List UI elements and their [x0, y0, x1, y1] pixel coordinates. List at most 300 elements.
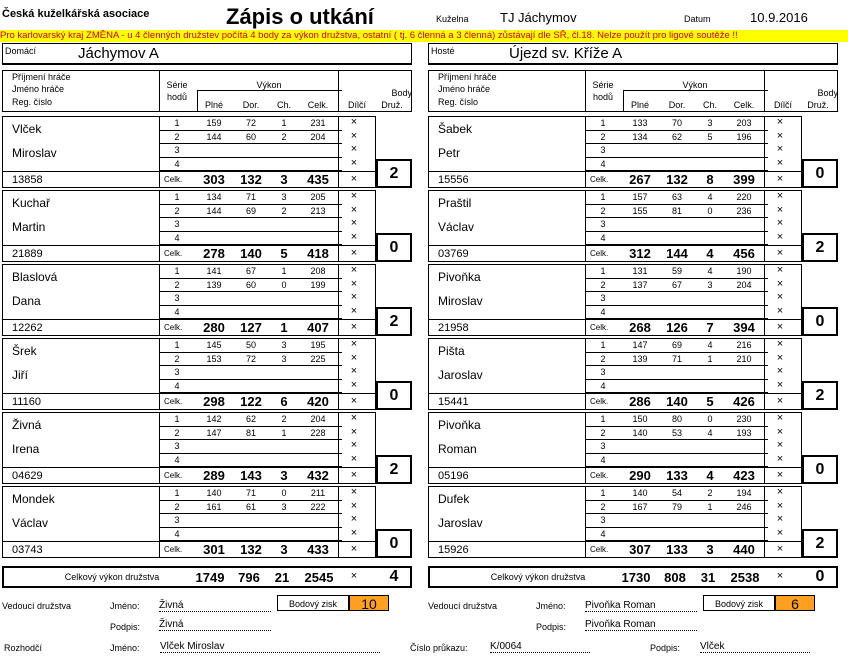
away-player-surname: Pivoňka — [438, 270, 481, 284]
away-total-val: 4 — [706, 246, 714, 261]
home-total-val: 280 — [203, 320, 225, 335]
home-serie-num: 1 — [174, 266, 180, 276]
home-team-total-points: 4 — [389, 568, 399, 585]
home-serie-num: 1 — [174, 192, 180, 202]
home-total-val: 301 — [203, 542, 225, 557]
home-podpis-label: Podpis: — [110, 622, 141, 632]
away-dilci-x: × — [776, 277, 784, 290]
away-player-surname: Pišta — [438, 344, 465, 358]
grid-line — [2, 393, 376, 394]
away-team-total-label: Celkový výkon družstva — [490, 572, 586, 582]
away-col-player-1: Příjmení hráče — [438, 72, 497, 82]
home-serie-val: 1 — [281, 118, 287, 128]
away-vedouci-jmeno: Pivoňka Roman — [585, 600, 697, 612]
home-serie-val: 69 — [245, 205, 256, 216]
grid-line — [428, 319, 802, 320]
home-col-ch: Ch. — [276, 100, 291, 110]
away-player-reg: 05196 — [438, 470, 469, 482]
grid-line — [338, 116, 339, 188]
home-serie-val: 204 — [310, 414, 326, 424]
home-player-points: 2 — [376, 159, 412, 188]
grid-line — [764, 116, 765, 188]
home-serie-num: 3 — [174, 515, 180, 525]
away-total-val: 426 — [733, 394, 755, 409]
home-dilci-x: × — [350, 469, 358, 481]
home-dilci-x: × — [350, 129, 358, 142]
home-col-body: Body — [391, 88, 412, 98]
away-total-val: 132 — [666, 172, 688, 187]
away-dilci-x: × — [776, 173, 784, 185]
home-serie-val: 195 — [310, 340, 326, 350]
away-dilci-x: × — [776, 526, 784, 539]
home-celk-label: Celk. — [164, 545, 183, 554]
away-col-ch: Ch. — [702, 100, 717, 110]
away-serie-num: 4 — [600, 306, 606, 317]
home-player-firstname: Václav — [12, 516, 49, 530]
home-dilci-x: × — [350, 190, 358, 202]
home-zisk-value: 10 — [349, 595, 389, 611]
home-dilci-x: × — [350, 543, 358, 555]
home-serie-num: 2 — [174, 205, 180, 216]
home-col-plne: Plné — [204, 100, 223, 110]
away-serie-num: 3 — [600, 293, 606, 303]
home-player-surname: Blaslová — [12, 270, 58, 284]
away-jmeno-label: Jméno: — [536, 601, 566, 611]
home-col-player-2: Jméno hráče — [12, 84, 65, 94]
away-player-points: 0 — [802, 307, 838, 336]
away-serie-val: 131 — [632, 266, 648, 276]
home-jmeno-label: Jméno: — [110, 601, 140, 611]
grid-line — [585, 338, 586, 410]
away-serie-num: 3 — [600, 145, 606, 155]
home-player-reg: 12262 — [12, 322, 43, 334]
home-total-val: 5 — [280, 246, 288, 261]
home-total-val: 289 — [203, 468, 225, 483]
home-serie-val: 81 — [245, 427, 256, 438]
home-serie-val: 134 — [206, 192, 222, 202]
home-dilci-x: × — [350, 156, 358, 169]
away-dilci-x: × — [776, 304, 784, 317]
away-serie-val: 210 — [736, 353, 752, 364]
away-serie-val: 4 — [707, 266, 713, 276]
home-serie-val: 1 — [281, 427, 287, 438]
away-dilci-x: × — [776, 247, 784, 259]
home-serie-num: 4 — [174, 454, 180, 465]
grid-line — [428, 541, 802, 542]
away-serie-val: 167 — [632, 501, 648, 512]
home-vedouci-jmeno: Živná — [159, 600, 271, 612]
away-celk-label: Celk. — [590, 471, 609, 480]
home-serie-val: 3 — [281, 501, 287, 512]
away-dilci-x: × — [776, 351, 784, 364]
home-serie-num: 4 — [174, 528, 180, 539]
away-player-firstname: Miroslav — [438, 294, 483, 308]
home-serie-val: 213 — [310, 205, 326, 216]
grid-line — [159, 190, 160, 262]
away-serie-num: 4 — [600, 380, 606, 391]
away-serie-num: 2 — [600, 427, 606, 438]
away-player-reg: 15441 — [438, 396, 469, 408]
home-serie-val: 72 — [245, 118, 256, 128]
home-dilci-x: × — [350, 570, 358, 582]
away-serie-val: 196 — [736, 131, 752, 142]
away-player-reg: 21958 — [438, 322, 469, 334]
home-col-dor: Dor. — [242, 100, 260, 110]
home-player-reg: 04629 — [12, 470, 43, 482]
away-total-val: 4 — [706, 468, 714, 483]
away-serie-val: 70 — [671, 118, 682, 128]
home-total-val: 298 — [203, 394, 225, 409]
home-dilci-x: × — [350, 291, 358, 303]
datum-value: 10.9.2016 — [750, 10, 808, 25]
home-player-surname: Kuchař — [12, 196, 51, 210]
away-total-val: 268 — [629, 320, 651, 335]
home-total-val: 3 — [280, 172, 288, 187]
home-total-val: 127 — [240, 320, 262, 335]
home-player-points: 2 — [376, 307, 412, 336]
home-player-points: 0 — [376, 529, 412, 558]
away-col-druz: Druž. — [807, 100, 829, 110]
away-total-val: 312 — [629, 246, 651, 261]
away-podpis-label: Podpis: — [536, 622, 567, 632]
away-col-plne: Plné — [630, 100, 649, 110]
away-dilci-x: × — [776, 365, 784, 377]
home-serie-num: 1 — [174, 340, 180, 350]
away-col-serie-1: Série — [592, 80, 614, 90]
referee-podpis-label: Podpis: — [650, 643, 681, 653]
page-title: Zápis o utkání — [226, 4, 374, 29]
away-team-bar — [428, 43, 838, 65]
home-dilci-x: × — [350, 395, 358, 407]
home-serie-num: 1 — [174, 414, 180, 424]
away-team-total-val: 1730 — [621, 570, 651, 585]
home-serie-num: 3 — [174, 145, 180, 155]
away-header-box — [428, 70, 838, 112]
home-player-firstname: Jiří — [12, 368, 28, 382]
away-col-player-3: Reg. číslo — [438, 97, 479, 107]
home-team-total-val: 21 — [274, 570, 290, 585]
home-serie-num: 4 — [174, 306, 180, 317]
away-celk-label: Celk. — [590, 175, 609, 184]
home-serie-num: 2 — [174, 279, 180, 290]
away-serie-val: 71 — [671, 353, 682, 364]
away-total-val: 423 — [733, 468, 755, 483]
grid-line — [764, 486, 765, 558]
grid-line — [159, 412, 160, 484]
grid-line — [159, 338, 160, 410]
grid-line — [764, 264, 765, 336]
referee-jmeno-label: Jméno: — [110, 643, 140, 653]
home-team-bar — [2, 43, 412, 65]
away-dilci-x: × — [776, 513, 784, 525]
away-col-player-2: Jméno hráče — [438, 84, 491, 94]
grid-line — [159, 116, 160, 188]
grid-line — [2, 245, 376, 246]
referee-label: Rozhodčí — [4, 643, 43, 653]
away-player-firstname: Jaroslav — [438, 368, 483, 382]
away-dilci-x: × — [776, 452, 784, 465]
home-serie-val: 141 — [206, 266, 222, 276]
away-serie-val: 2 — [707, 488, 713, 498]
home-team-total-val: 2545 — [304, 570, 334, 585]
away-dilci-x: × — [776, 190, 784, 202]
home-serie-val: 144 — [206, 205, 222, 216]
home-dilci-x: × — [350, 351, 358, 364]
home-col-vykon: Výkon — [256, 80, 282, 90]
away-serie-num: 3 — [600, 219, 606, 229]
away-total-val: 399 — [733, 172, 755, 187]
grid-line — [2, 467, 376, 468]
away-dilci-x: × — [776, 439, 784, 451]
grid-line — [764, 338, 765, 410]
away-dilci-x: × — [776, 570, 784, 582]
away-serie-val: 62 — [671, 131, 682, 142]
away-col-body: Body — [817, 88, 838, 98]
away-serie-val: 140 — [632, 488, 648, 498]
home-serie-val: 140 — [206, 488, 222, 498]
grid-line — [338, 264, 339, 336]
grid-line — [159, 486, 160, 558]
home-serie-val: 72 — [245, 353, 256, 364]
away-player-reg: 03769 — [438, 248, 469, 260]
away-vedouci-podpis: Pivoňka Roman — [585, 619, 697, 631]
home-total-val: 435 — [307, 172, 329, 187]
home-player-reg: 03743 — [12, 544, 43, 556]
home-dilci-x: × — [350, 116, 358, 128]
away-serie-num: 2 — [600, 353, 606, 364]
grid-line — [428, 245, 802, 246]
away-celk-label: Celk. — [590, 545, 609, 554]
home-player-surname: Vlček — [12, 122, 42, 136]
grid-line — [159, 70, 160, 112]
away-celk-label: Celk. — [590, 397, 609, 406]
home-serie-val: 50 — [245, 340, 256, 350]
grid-line — [338, 412, 339, 484]
away-serie-val: 150 — [632, 414, 648, 424]
away-serie-val: 4 — [707, 427, 713, 438]
referee-prukaz-label: Číslo průkazu: — [410, 643, 468, 653]
grid-line — [2, 319, 376, 320]
away-player-surname: Šabek — [438, 122, 473, 136]
home-total-val: 407 — [307, 320, 329, 335]
away-serie-val: 155 — [632, 205, 648, 216]
home-serie-num: 3 — [174, 293, 180, 303]
home-total-val: 143 — [240, 468, 262, 483]
away-col-dilci: Dílčí — [774, 100, 792, 110]
grid-line — [585, 486, 586, 558]
home-serie-num: 4 — [174, 232, 180, 243]
home-serie-val: 3 — [281, 340, 287, 350]
away-serie-num: 1 — [600, 266, 606, 276]
away-serie-num: 2 — [600, 205, 606, 216]
away-total-val: 440 — [733, 542, 755, 557]
home-player-reg: 21889 — [12, 248, 43, 260]
away-serie-val: 81 — [671, 205, 682, 216]
home-total-val: 6 — [280, 394, 288, 409]
away-player-points: 2 — [802, 233, 838, 262]
home-serie-val: 211 — [310, 488, 326, 498]
away-serie-num: 3 — [600, 515, 606, 525]
grid-line — [585, 190, 586, 262]
away-dilci-x: × — [776, 143, 784, 155]
home-serie-num: 4 — [174, 158, 180, 169]
home-player-surname: Živná — [12, 418, 42, 432]
away-serie-val: 80 — [671, 414, 682, 424]
home-serie-val: 0 — [281, 279, 287, 290]
home-serie-val: 2 — [281, 131, 287, 142]
away-serie-num: 2 — [600, 131, 606, 142]
home-serie-val: 204 — [310, 131, 326, 142]
home-serie-num: 2 — [174, 131, 180, 142]
home-total-val: 1 — [280, 320, 288, 335]
away-dilci-x: × — [776, 116, 784, 128]
grid-line — [623, 90, 768, 91]
away-serie-val: 133 — [632, 118, 648, 128]
away-total-val: 3 — [706, 542, 714, 557]
home-serie-val: 144 — [206, 131, 222, 142]
home-serie-num: 4 — [174, 380, 180, 391]
home-dilci-x: × — [350, 230, 358, 243]
grid-line — [585, 116, 586, 188]
away-dilci-x: × — [776, 291, 784, 303]
home-dilci-x: × — [350, 203, 358, 216]
away-serie-val: 246 — [736, 501, 752, 512]
away-total-val: 5 — [706, 394, 714, 409]
home-dilci-x: × — [350, 526, 358, 539]
home-dilci-x: × — [350, 412, 358, 424]
home-player-reg: 13858 — [12, 174, 43, 186]
away-player-firstname: Jaroslav — [438, 516, 483, 530]
away-serie-val: 193 — [736, 427, 752, 438]
away-total-val: 290 — [629, 468, 651, 483]
away-player-reg: 15556 — [438, 174, 469, 186]
home-serie-val: 71 — [245, 488, 256, 498]
away-team-total-val: 31 — [700, 570, 716, 585]
grid-line — [197, 90, 342, 91]
grid-line — [585, 70, 586, 112]
away-serie-val: 5 — [707, 131, 713, 142]
away-serie-num: 1 — [600, 192, 606, 202]
away-serie-num: 4 — [600, 232, 606, 243]
home-player-firstname: Dana — [12, 294, 41, 308]
home-serie-val: 161 — [206, 501, 222, 512]
away-serie-val: 67 — [671, 279, 682, 290]
grid-line — [2, 171, 376, 172]
away-total-val: 456 — [733, 246, 755, 261]
home-dilci-x: × — [350, 277, 358, 290]
home-dilci-x: × — [350, 365, 358, 377]
away-zisk-value: 6 — [775, 595, 815, 611]
away-player-surname: Praštil — [438, 196, 472, 210]
home-dilci-x: × — [350, 247, 358, 259]
home-dilci-x: × — [350, 425, 358, 438]
home-serie-val: 199 — [310, 279, 326, 290]
home-serie-num: 3 — [174, 441, 180, 451]
home-col-player-3: Reg. číslo — [12, 97, 53, 107]
home-player-points: 0 — [376, 381, 412, 410]
away-player-firstname: Roman — [438, 442, 477, 456]
home-player-reg: 11160 — [12, 396, 41, 408]
away-serie-val: 3 — [707, 118, 713, 128]
away-serie-val: 203 — [736, 118, 752, 128]
away-serie-val: 0 — [707, 414, 713, 424]
grid-line — [159, 264, 160, 336]
home-serie-val: 0 — [281, 488, 287, 498]
away-total-val: 286 — [629, 394, 651, 409]
home-player-points: 0 — [376, 233, 412, 262]
away-serie-val: 216 — [736, 340, 752, 350]
home-col-dilci: Dílčí — [348, 100, 366, 110]
kuzelna-value: TJ Jáchymov — [500, 10, 577, 25]
home-serie-num: 1 — [174, 118, 180, 128]
away-team-total-val: 2538 — [730, 570, 760, 585]
away-serie-val: 190 — [736, 266, 752, 276]
home-serie-val: 225 — [310, 353, 326, 364]
home-dilci-x: × — [350, 378, 358, 391]
away-total-val: 307 — [629, 542, 651, 557]
away-dilci-x: × — [776, 412, 784, 424]
home-dilci-x: × — [350, 486, 358, 498]
home-team-total-val: 1749 — [195, 570, 225, 585]
away-total-val: 267 — [629, 172, 651, 187]
home-celk-label: Celk. — [164, 397, 183, 406]
association-name: Česká kuželkářská asociace — [2, 8, 150, 20]
away-team-total-points: 0 — [815, 568, 825, 585]
home-total-val: 303 — [203, 172, 225, 187]
away-total-val: 7 — [706, 320, 714, 335]
home-celk-label: Celk. — [164, 471, 183, 480]
home-team-name: Jáchymov A — [78, 45, 159, 62]
away-total-val: 394 — [733, 320, 755, 335]
grid-line — [428, 467, 802, 468]
away-dilci-x: × — [776, 378, 784, 391]
home-col-celk: Celk. — [307, 100, 329, 110]
away-serie-val: 69 — [671, 340, 682, 350]
away-serie-val: 194 — [736, 488, 752, 498]
home-serie-num: 2 — [174, 501, 180, 512]
home-serie-val: 142 — [206, 414, 222, 424]
home-team-total-val: 796 — [238, 570, 260, 585]
away-player-surname: Dufek — [438, 492, 470, 506]
away-dilci-x: × — [776, 129, 784, 142]
home-total-val: 420 — [307, 394, 329, 409]
away-player-points: 0 — [802, 455, 838, 484]
away-zisk-label: Bodový zisk — [703, 595, 775, 611]
away-serie-val: 204 — [736, 279, 752, 290]
grid-line — [764, 412, 765, 484]
away-celk-label: Celk. — [590, 249, 609, 258]
home-player-firstname: Irena — [12, 442, 40, 456]
home-total-val: 122 — [240, 394, 262, 409]
away-dilci-x: × — [776, 156, 784, 169]
home-serie-num: 3 — [174, 367, 180, 377]
away-serie-num: 3 — [600, 367, 606, 377]
home-serie-val: 61 — [245, 501, 256, 512]
away-serie-val: 230 — [736, 414, 752, 424]
away-serie-val: 4 — [707, 192, 713, 202]
away-player-points: 2 — [802, 381, 838, 410]
home-total-val: 140 — [240, 246, 262, 261]
home-serie-val: 67 — [245, 266, 256, 276]
away-serie-val: 4 — [707, 340, 713, 350]
home-side-label: Domácí — [5, 46, 37, 56]
away-col-serie-2: hodů — [592, 92, 614, 102]
notice-banner: Pro karlovarský kraj ZMĚNA - u 4 členných družstev počítá 4 body za výkon družstva, ostatní ( tj. 6 členná a 3 členná) zůstávají dle SŘ, čl.18. Nelze použít pro ligové soutěže !! — [0, 30, 848, 42]
away-dilci-x: × — [776, 264, 784, 276]
away-serie-val: 63 — [671, 192, 682, 202]
away-dilci-x: × — [776, 469, 784, 481]
away-dilci-x: × — [776, 543, 784, 555]
